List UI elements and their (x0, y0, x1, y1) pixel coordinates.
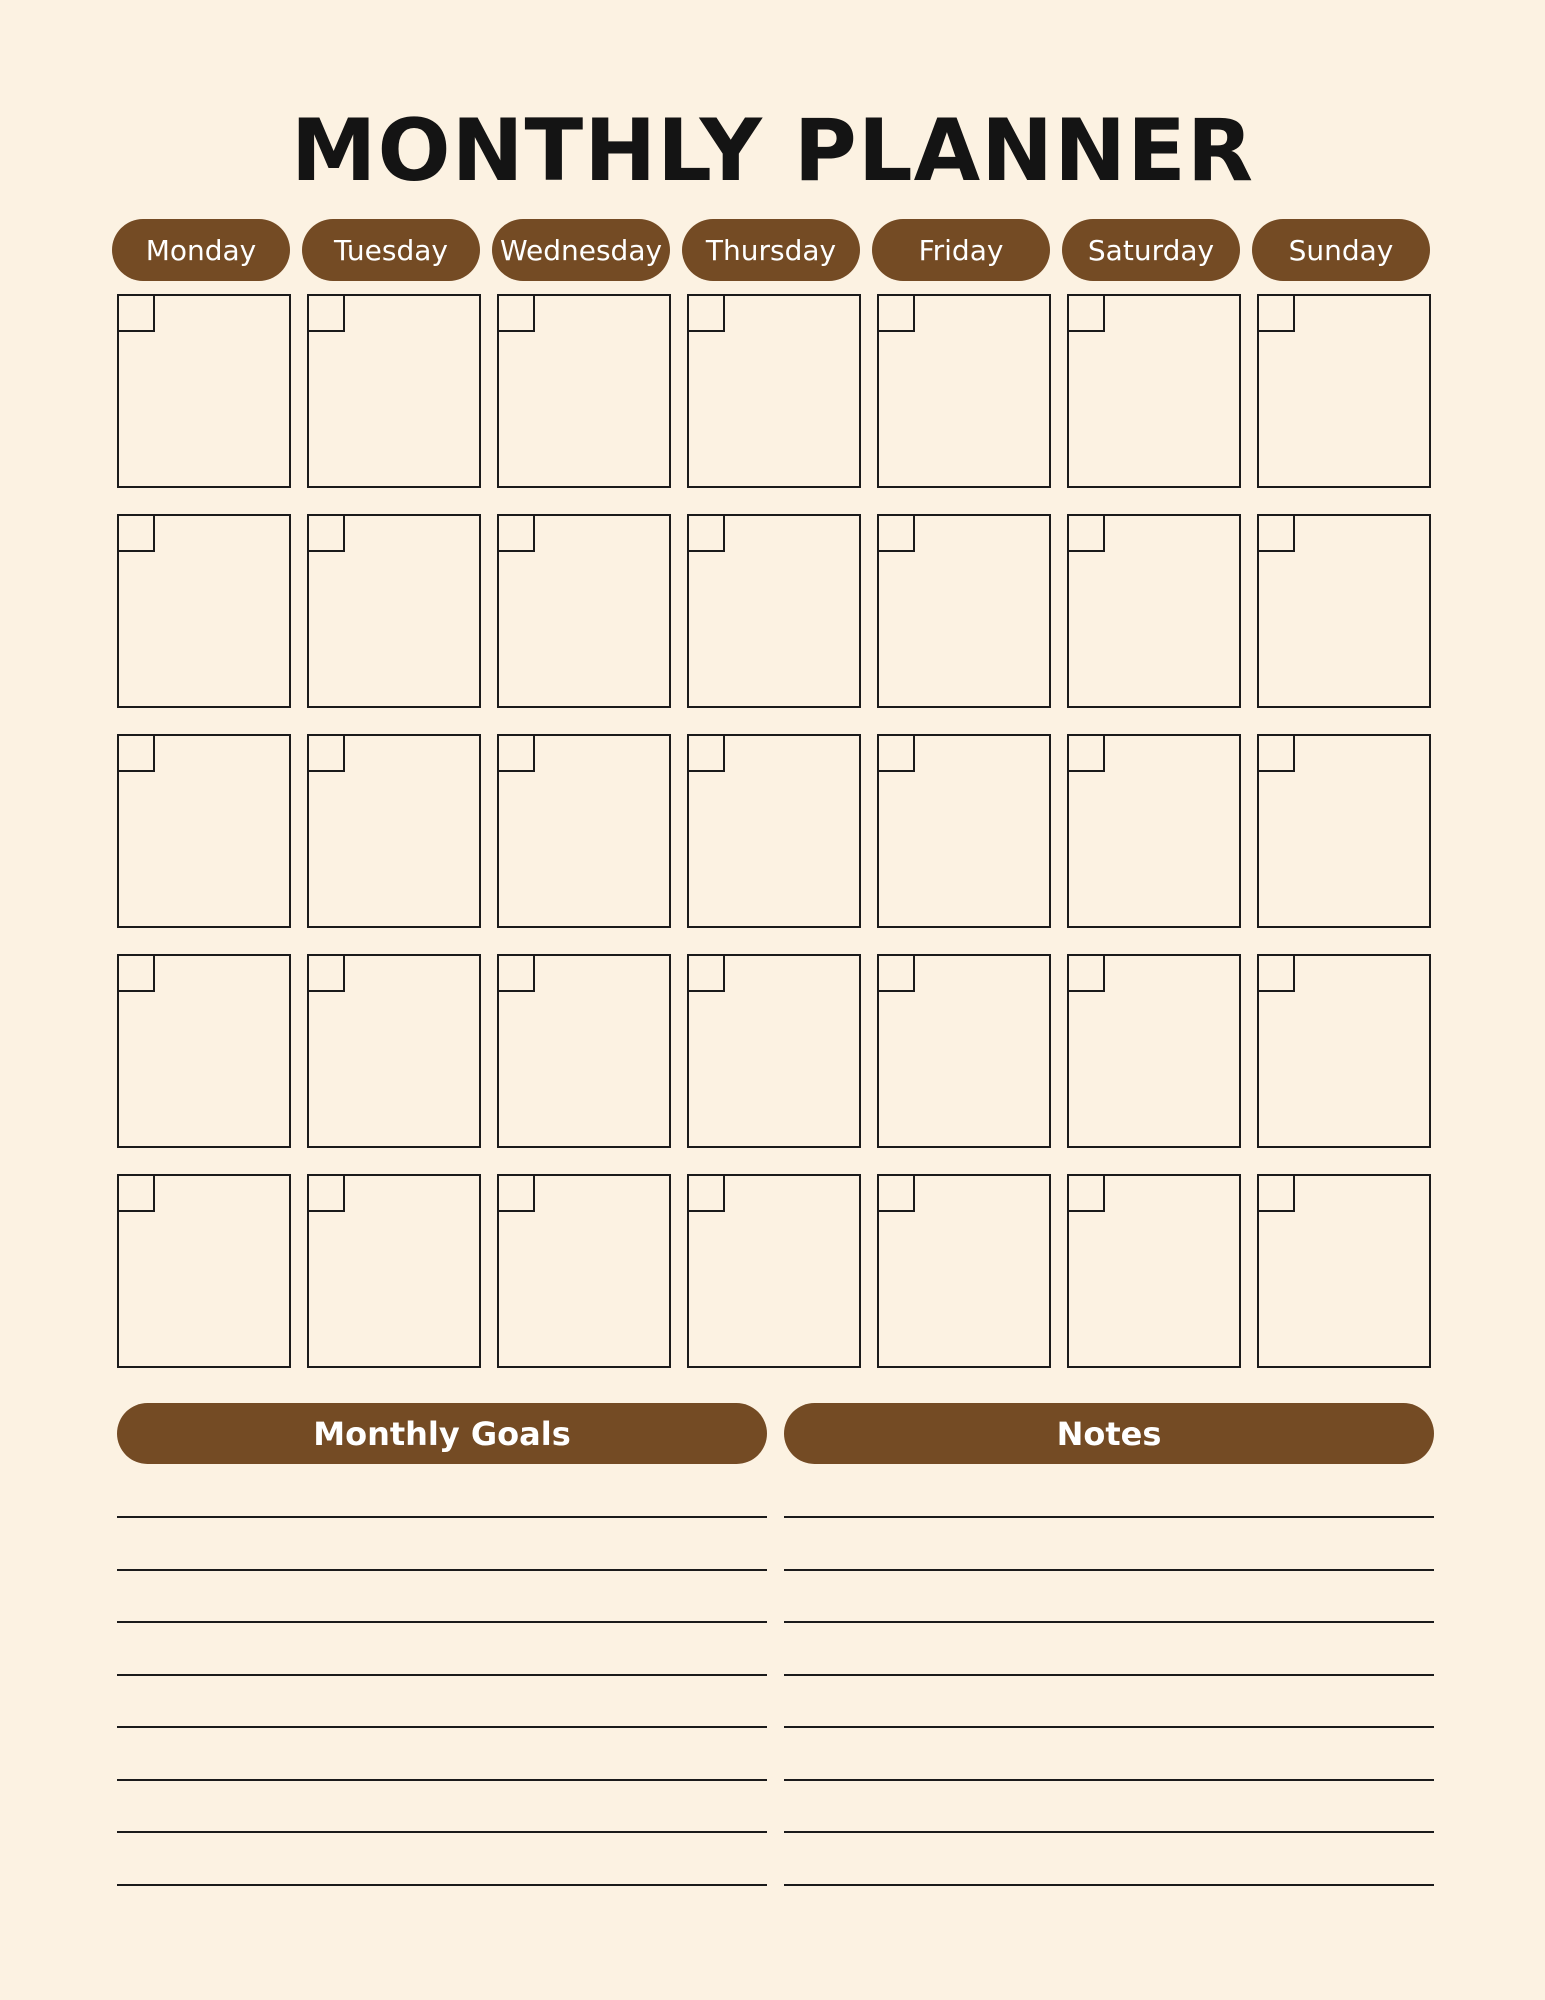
calendar-day-cell[interactable] (1257, 734, 1431, 928)
date-number-box[interactable] (499, 516, 535, 552)
day-header-sunday: Sunday (1252, 219, 1430, 281)
goals-writing-line[interactable] (117, 1726, 767, 1728)
date-number-box[interactable] (309, 736, 345, 772)
date-number-box[interactable] (879, 296, 915, 332)
date-number-box[interactable] (119, 956, 155, 992)
date-number-box[interactable] (119, 296, 155, 332)
calendar-day-cell[interactable] (307, 954, 481, 1148)
calendar-day-cell[interactable] (1067, 954, 1241, 1148)
goals-writing-line[interactable] (117, 1674, 767, 1676)
date-number-box[interactable] (1069, 956, 1105, 992)
date-number-box[interactable] (309, 1176, 345, 1212)
calendar-day-cell[interactable] (1067, 294, 1241, 488)
calendar-day-cell[interactable] (1257, 1174, 1431, 1368)
calendar-day-cell[interactable] (117, 954, 291, 1148)
date-number-box[interactable] (309, 956, 345, 992)
date-number-box[interactable] (499, 296, 535, 332)
date-number-box[interactable] (1069, 296, 1105, 332)
calendar-day-cell[interactable] (307, 514, 481, 708)
date-number-box[interactable] (499, 956, 535, 992)
date-number-box[interactable] (689, 1176, 725, 1212)
day-header-monday: Monday (112, 219, 290, 281)
day-header-wednesday: Wednesday (492, 219, 670, 281)
date-number-box[interactable] (879, 956, 915, 992)
date-number-box[interactable] (1259, 516, 1295, 552)
calendar-day-cell[interactable] (497, 294, 671, 488)
goals-writing-line[interactable] (117, 1621, 767, 1623)
day-header-saturday: Saturday (1062, 219, 1240, 281)
notes-writing-line[interactable] (784, 1779, 1434, 1781)
date-number-box[interactable] (879, 1176, 915, 1212)
notes-writing-line[interactable] (784, 1516, 1434, 1518)
date-number-box[interactable] (1259, 956, 1295, 992)
date-number-box[interactable] (309, 296, 345, 332)
date-number-box[interactable] (1259, 296, 1295, 332)
date-number-box[interactable] (879, 736, 915, 772)
goals-writing-line[interactable] (117, 1516, 767, 1518)
goals-writing-line[interactable] (117, 1884, 767, 1886)
date-number-box[interactable] (689, 516, 725, 552)
date-number-box[interactable] (689, 736, 725, 772)
calendar-day-cell[interactable] (117, 294, 291, 488)
notes-writing-line[interactable] (784, 1674, 1434, 1676)
calendar-day-cell[interactable] (687, 954, 861, 1148)
calendar-day-cell[interactable] (687, 1174, 861, 1368)
calendar-day-cell[interactable] (1067, 734, 1241, 928)
calendar-day-cell[interactable] (117, 734, 291, 928)
goals-writing-line[interactable] (117, 1831, 767, 1833)
date-number-box[interactable] (1069, 1176, 1105, 1212)
notes-writing-line[interactable] (784, 1831, 1434, 1833)
calendar-day-cell[interactable] (877, 954, 1051, 1148)
calendar-day-cell[interactable] (307, 294, 481, 488)
goals-writing-line[interactable] (117, 1569, 767, 1571)
notes-writing-line[interactable] (784, 1726, 1434, 1728)
calendar-day-cell[interactable] (497, 1174, 671, 1368)
calendar-day-cell[interactable] (877, 734, 1051, 928)
notes-writing-line[interactable] (784, 1884, 1434, 1886)
calendar-day-cell[interactable] (117, 514, 291, 708)
calendar-day-cell[interactable] (497, 734, 671, 928)
calendar-day-cell[interactable] (687, 514, 861, 708)
day-header-thursday: Thursday (682, 219, 860, 281)
calendar-day-cell[interactable] (1257, 294, 1431, 488)
calendar-day-cell[interactable] (1067, 1174, 1241, 1368)
calendar-day-cell[interactable] (687, 734, 861, 928)
notes-header: Notes (784, 1403, 1434, 1464)
calendar-day-cell[interactable] (307, 1174, 481, 1368)
date-number-box[interactable] (1069, 736, 1105, 772)
calendar-day-cell[interactable] (877, 514, 1051, 708)
page-title: MONTHLY PLANNER (290, 101, 1255, 201)
notes-writing-line[interactable] (784, 1621, 1434, 1623)
date-number-box[interactable] (1259, 1176, 1295, 1212)
date-number-box[interactable] (1069, 516, 1105, 552)
date-number-box[interactable] (879, 516, 915, 552)
date-number-box[interactable] (119, 736, 155, 772)
calendar-day-cell[interactable] (117, 1174, 291, 1368)
monthly-goals-header: Monthly Goals (117, 1403, 767, 1464)
day-header-tuesday: Tuesday (302, 219, 480, 281)
calendar-day-cell[interactable] (877, 294, 1051, 488)
calendar-day-cell[interactable] (1257, 514, 1431, 708)
calendar-day-cell[interactable] (497, 954, 671, 1148)
date-number-box[interactable] (689, 956, 725, 992)
goals-writing-line[interactable] (117, 1779, 767, 1781)
date-number-box[interactable] (499, 736, 535, 772)
notes-writing-line[interactable] (784, 1569, 1434, 1571)
calendar-day-cell[interactable] (1257, 954, 1431, 1148)
calendar-day-cell[interactable] (1067, 514, 1241, 708)
day-header-friday: Friday (872, 219, 1050, 281)
date-number-box[interactable] (119, 516, 155, 552)
date-number-box[interactable] (119, 1176, 155, 1212)
date-number-box[interactable] (1259, 736, 1295, 772)
date-number-box[interactable] (689, 296, 725, 332)
calendar-day-cell[interactable] (877, 1174, 1051, 1368)
calendar-day-cell[interactable] (687, 294, 861, 488)
date-number-box[interactable] (309, 516, 345, 552)
date-number-box[interactable] (499, 1176, 535, 1212)
calendar-day-cell[interactable] (307, 734, 481, 928)
calendar-day-cell[interactable] (497, 514, 671, 708)
